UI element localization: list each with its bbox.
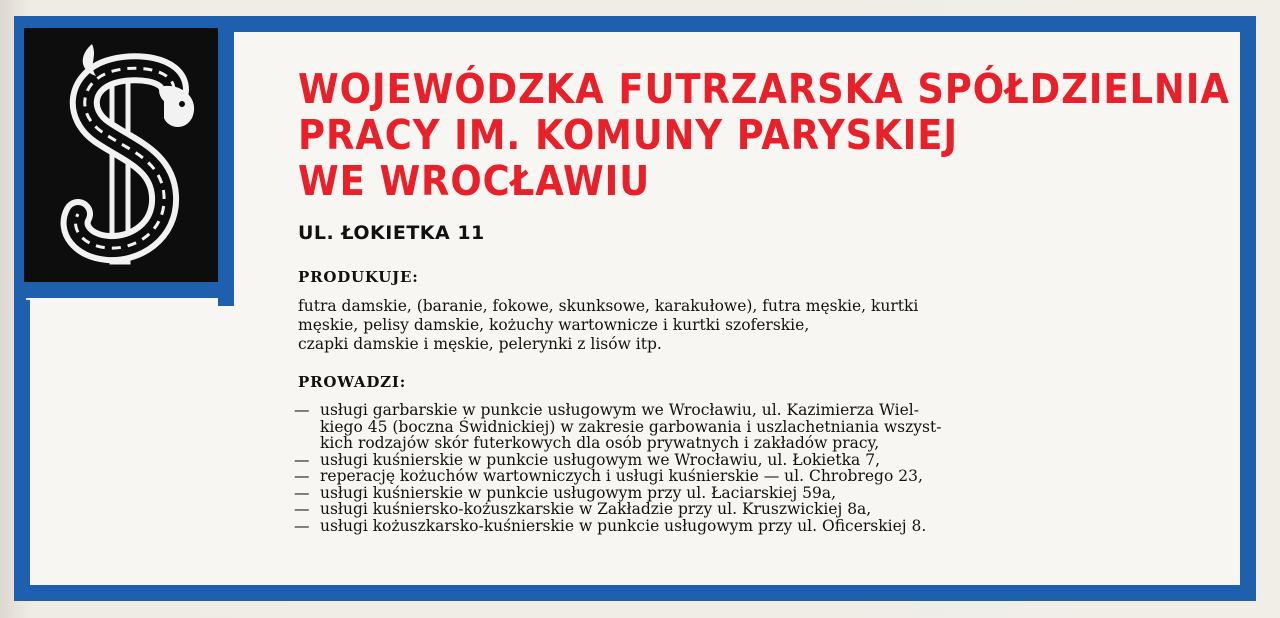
serpent-s-emblem-icon: [24, 28, 218, 282]
list-item: [294, 468, 1194, 485]
list-item: [294, 485, 1194, 502]
list-item: [294, 452, 1194, 469]
dash: —: [294, 500, 310, 518]
title-line: WE WROCŁAWIU: [298, 157, 651, 205]
produces-heading: PRODUKUJE:: [298, 268, 419, 286]
list-item-line: reperację kożuchów wartowniczych i usługi kuśnierskie — ul. Chrobrego 23,: [320, 467, 923, 485]
runs-heading: PROWADZI:: [298, 373, 407, 391]
list-item-line: usługi kuśnierskie w punkcie usługowym przy ul. Łaciarskiej 59a,: [320, 483, 837, 502]
produces-line: czapki damskie i męskie, pelerynki z lisów itp.: [298, 335, 662, 353]
list-item-line: kich rodzajów skór futerkowych dla osób prywatnych i zakładów pracy,: [320, 434, 880, 452]
list-item-line: usługi garbarskie w punkcie usługowym we Wrocławiu, ul. Kazimierza Wiel-: [320, 401, 920, 419]
dash: —: [294, 483, 310, 502]
dash: —: [294, 450, 310, 469]
produces-line: męskie, pelisy damskie, kożuchy wartownicze i kurtki szoferskie,: [298, 316, 810, 334]
logo-frame-bottom: [14, 282, 234, 298]
title-line: WOJEWÓDZKA FUTRZARSKA SPÓŁDZIELNIA: [298, 65, 1230, 113]
list-item: [294, 501, 1194, 518]
title-line: PRACY IM. KOMUNY PARYSKIEJ: [298, 111, 958, 159]
street-address: UL. ŁOKIETKA 11: [298, 222, 485, 244]
blue-frame-right: [1240, 16, 1256, 598]
dash: —: [294, 401, 310, 419]
dash: —: [294, 516, 310, 535]
blue-frame-left: [14, 300, 30, 601]
list-item-line: usługi kuśniersko-kożuszkarskie w Zakładzie przy ul. Kruszwickiej 8a,: [320, 500, 872, 518]
list-item: [294, 518, 1194, 535]
services-list: [294, 402, 1194, 534]
list-item-line: usługi kuśnierskie w punkcie usługowym we Wrocławiu, ul. Łokietka 7,: [320, 450, 881, 469]
list-item-line: usługi kożuszkarsko-kuśnierskie w punkcie usługowym przy ul. Oficerskiej 8.: [320, 516, 927, 535]
blue-frame-bottom: [14, 585, 1256, 601]
cooperative-title: [298, 66, 1230, 204]
list-item: [294, 402, 1194, 452]
logo-frame-right: [218, 16, 234, 306]
list-item-line: kiego 45 (boczna Świdnickiej) w zakresie garbowania i uszlachetniania wszyst-: [320, 417, 942, 436]
dash: —: [294, 467, 310, 485]
logo: [24, 28, 218, 282]
produces-text: [298, 297, 1198, 354]
blue-frame-top: [210, 16, 1256, 32]
produces-line: futra damskie, (baranie, fokowe, skunksowe, karakułowe), futra męskie, kurtki: [298, 297, 919, 315]
